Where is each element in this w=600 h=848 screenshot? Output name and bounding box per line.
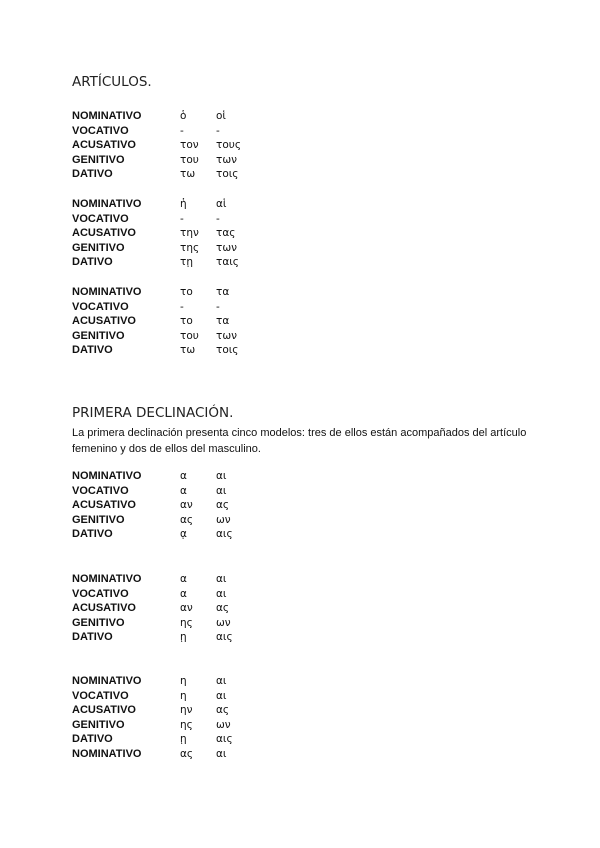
singular-form: ης [180, 616, 193, 629]
plural-form: τοις [216, 344, 239, 357]
plural-form: ας [216, 602, 230, 615]
case-label: ACUSATIVO [72, 499, 136, 512]
case-label: GENITIVO [72, 241, 125, 254]
singular-form: αν [180, 602, 193, 615]
plural-form: τας [216, 227, 236, 240]
case-label: GENITIVO [72, 718, 125, 731]
singular-form: τω [180, 168, 196, 181]
case-label: NOMINATIVO [72, 573, 142, 585]
plural-form: τους [216, 139, 241, 152]
singular-form: ης [180, 718, 193, 731]
singular-form: ῃ [180, 631, 187, 644]
plural-form: αι [216, 689, 227, 702]
case-label: VOCATIVO [72, 689, 129, 702]
singular-form: την [180, 227, 199, 240]
plural-form: τα [216, 315, 230, 328]
singular-form: ἡ [180, 198, 187, 210]
plural-form: ας [216, 704, 230, 717]
plural-form: αι [216, 587, 227, 600]
case-label: DATIVO [72, 733, 113, 746]
case-label: DATIVO [72, 344, 113, 357]
plural-form: - [216, 212, 220, 225]
plural-form: αις [216, 528, 233, 541]
case-label: GENITIVO [72, 616, 125, 629]
plural-form: αις [216, 631, 233, 644]
section-title-articulos: ARTÍCULOS. [72, 74, 152, 90]
plural-form: οἱ [216, 110, 226, 122]
case-label: DATIVO [72, 631, 113, 644]
plural-form: των [216, 329, 237, 342]
singular-form: ας [180, 513, 194, 526]
plural-form: αι [216, 573, 227, 585]
plural-form: ων [216, 616, 231, 629]
singular-form: α [180, 573, 187, 585]
singular-form: του [180, 153, 199, 166]
singular-form: αν [180, 499, 193, 512]
case-label: DATIVO [72, 168, 113, 181]
case-label: ACUSATIVO [72, 139, 136, 152]
singular-form: η [180, 689, 187, 702]
case-label: DATIVO [72, 528, 113, 541]
singular-form: τον [180, 139, 199, 152]
plural-form: αις [216, 733, 233, 746]
singular-form: - [180, 300, 184, 313]
case-label: GENITIVO [72, 153, 125, 166]
case-label: VOCATIVO [72, 484, 129, 497]
section-title-primera-declinacion: PRIMERA DECLINACIÓN. [72, 405, 234, 421]
case-label: DATIVO [72, 256, 113, 269]
plural-form: των [216, 241, 237, 254]
case-label: NOMINATIVO [72, 110, 142, 122]
case-label: ACUSATIVO [72, 602, 136, 615]
plural-form: - [216, 300, 220, 313]
singular-form: α [180, 484, 187, 497]
plural-form: - [216, 124, 220, 137]
case-label: ACUSATIVO [72, 704, 136, 717]
plural-form: τοις [216, 168, 239, 181]
case-label: VOCATIVO [72, 587, 129, 600]
plural-form: ας [216, 499, 230, 512]
plural-form: ταις [216, 256, 239, 269]
singular-form: ὁ [180, 110, 187, 122]
case-label: NOMINATIVO [72, 747, 142, 760]
singular-form: - [180, 212, 184, 225]
plural-form: τα [216, 286, 230, 298]
case-label: ACUSATIVO [72, 227, 136, 240]
plural-form: ων [216, 718, 231, 731]
case-label: VOCATIVO [72, 300, 129, 313]
plural-form: αι [216, 470, 227, 482]
case-label: NOMINATIVO [72, 675, 142, 687]
case-label: NOMINATIVO [72, 286, 142, 298]
singular-form: η [180, 675, 187, 687]
singular-form: ην [180, 704, 193, 717]
case-label: NOMINATIVO [72, 470, 142, 482]
intro-paragraph: La primera declinación presenta cinco modelos: tres de ellos están acompañados del artículo femenino y dos de ellos del masculino. [72, 427, 527, 455]
plural-form: ων [216, 513, 231, 526]
plural-form: αι [216, 675, 227, 687]
case-label: ACUSATIVO [72, 315, 136, 328]
singular-form: ᾳ [180, 528, 187, 541]
singular-form: α [180, 587, 187, 600]
case-label: GENITIVO [72, 513, 125, 526]
case-label: VOCATIVO [72, 212, 129, 225]
singular-form: τω [180, 344, 196, 357]
singular-form: τῃ [180, 256, 193, 269]
singular-form: ῃ [180, 733, 187, 746]
singular-form: - [180, 124, 184, 137]
case-label: GENITIVO [72, 329, 125, 342]
plural-form: αι [216, 484, 227, 497]
plural-form: αἱ [216, 198, 227, 210]
plural-form: αι [216, 747, 227, 760]
singular-form: α [180, 470, 187, 482]
singular-form: το [180, 315, 193, 328]
singular-form: ας [180, 747, 194, 760]
singular-form: του [180, 329, 199, 342]
case-label: VOCATIVO [72, 124, 129, 137]
case-label: NOMINATIVO [72, 198, 142, 210]
singular-form: το [180, 286, 193, 298]
plural-form: των [216, 153, 237, 166]
singular-form: της [180, 241, 200, 254]
